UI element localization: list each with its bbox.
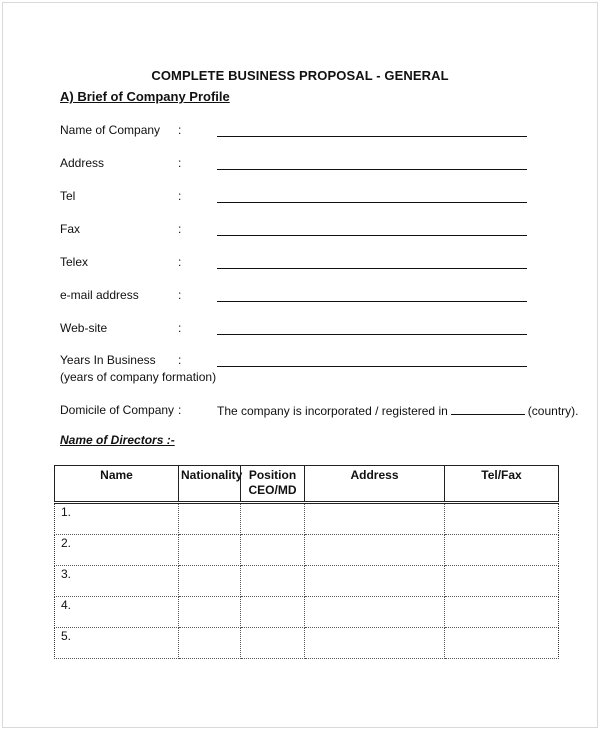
tel-input-line[interactable] [217,202,527,203]
field-label: Domicile of Company [60,403,175,417]
nationality-cell[interactable] [179,535,241,566]
field-colon: : [178,321,182,335]
field-row-telex [60,254,530,274]
field-row-fax [60,221,530,241]
address-cell[interactable] [305,597,445,628]
header-position-line1: Position [248,468,297,482]
name-of-company-input-line[interactable] [217,136,527,137]
field-label: e-mail address [60,288,139,302]
field-row-address [60,155,530,175]
nationality-cell[interactable] [179,503,241,535]
field-colon: : [178,288,182,302]
row-number-cell[interactable]: 2. [55,535,179,566]
header-address: Address [305,466,445,503]
telex-input-line[interactable] [217,268,527,269]
telfax-cell[interactable] [445,535,559,566]
domicile-text-after: (country). [527,404,579,418]
telfax-cell[interactable] [445,566,559,597]
header-nationality: Nationality [179,466,241,503]
table-row [55,503,559,535]
field-row-name-of-company [60,122,530,142]
row-number-cell[interactable]: 1. [55,503,179,535]
years-in-business-input-line[interactable] [217,366,527,367]
directors-heading: Name of Directors :- [60,433,175,447]
header-name: Name [55,466,179,503]
field-label: Web-site [60,321,108,335]
field-label: Telex [60,255,89,269]
field-colon: : [178,255,182,269]
position-cell[interactable] [241,628,305,659]
field-label: Years In Business [60,353,156,367]
field-row-years-in-business [60,352,530,388]
website-input-line[interactable] [217,334,527,335]
fax-input-line[interactable] [217,235,527,236]
field-colon: : [178,189,182,203]
email-input-line[interactable] [217,301,527,302]
domicile-statement [217,402,578,420]
row-number-cell[interactable]: 4. [55,597,179,628]
nationality-cell[interactable] [179,597,241,628]
field-row-tel [60,188,530,208]
header-telfax: Tel/Fax [445,466,559,503]
field-colon: : [178,403,182,417]
field-label: Address [60,156,105,170]
nationality-cell[interactable] [179,566,241,597]
telfax-cell[interactable] [445,503,559,535]
position-cell[interactable] [241,503,305,535]
field-colon: : [178,353,182,367]
domicile-text-before: The company is incorporated / registered in [217,404,448,418]
field-colon: : [178,123,182,137]
table-row [55,566,559,597]
field-label: Tel [60,189,76,203]
address-cell[interactable] [305,628,445,659]
field-row-email [60,287,530,307]
directors-table [54,465,559,659]
address-cell[interactable] [305,535,445,566]
document-title: COMPLETE BUSINESS PROPOSAL - GENERAL [151,68,449,83]
table-row [55,628,559,659]
field-colon: : [178,222,182,236]
country-input-line[interactable] [451,402,525,415]
address-cell[interactable] [305,503,445,535]
field-label: Fax [60,222,81,236]
header-position [241,466,305,503]
telfax-cell[interactable] [445,597,559,628]
address-cell[interactable] [305,566,445,597]
section-a-heading: A) Brief of Company Profile [60,89,230,104]
position-cell[interactable] [241,597,305,628]
field-row-domicile [60,402,579,422]
field-sub-label: (years of company formation) [60,370,217,384]
directors-table-header-row [55,466,559,503]
table-row [55,597,559,628]
telfax-cell[interactable] [445,628,559,659]
position-cell[interactable] [241,566,305,597]
row-number-cell[interactable]: 5. [55,628,179,659]
table-row [55,535,559,566]
header-position-line2: CEO/MD [248,483,297,497]
position-cell[interactable] [241,535,305,566]
field-colon: : [178,156,182,170]
field-row-website [60,320,530,340]
row-number-cell[interactable]: 3. [55,566,179,597]
address-input-line[interactable] [217,169,527,170]
nationality-cell[interactable] [179,628,241,659]
field-label: Name of Company [60,123,161,137]
